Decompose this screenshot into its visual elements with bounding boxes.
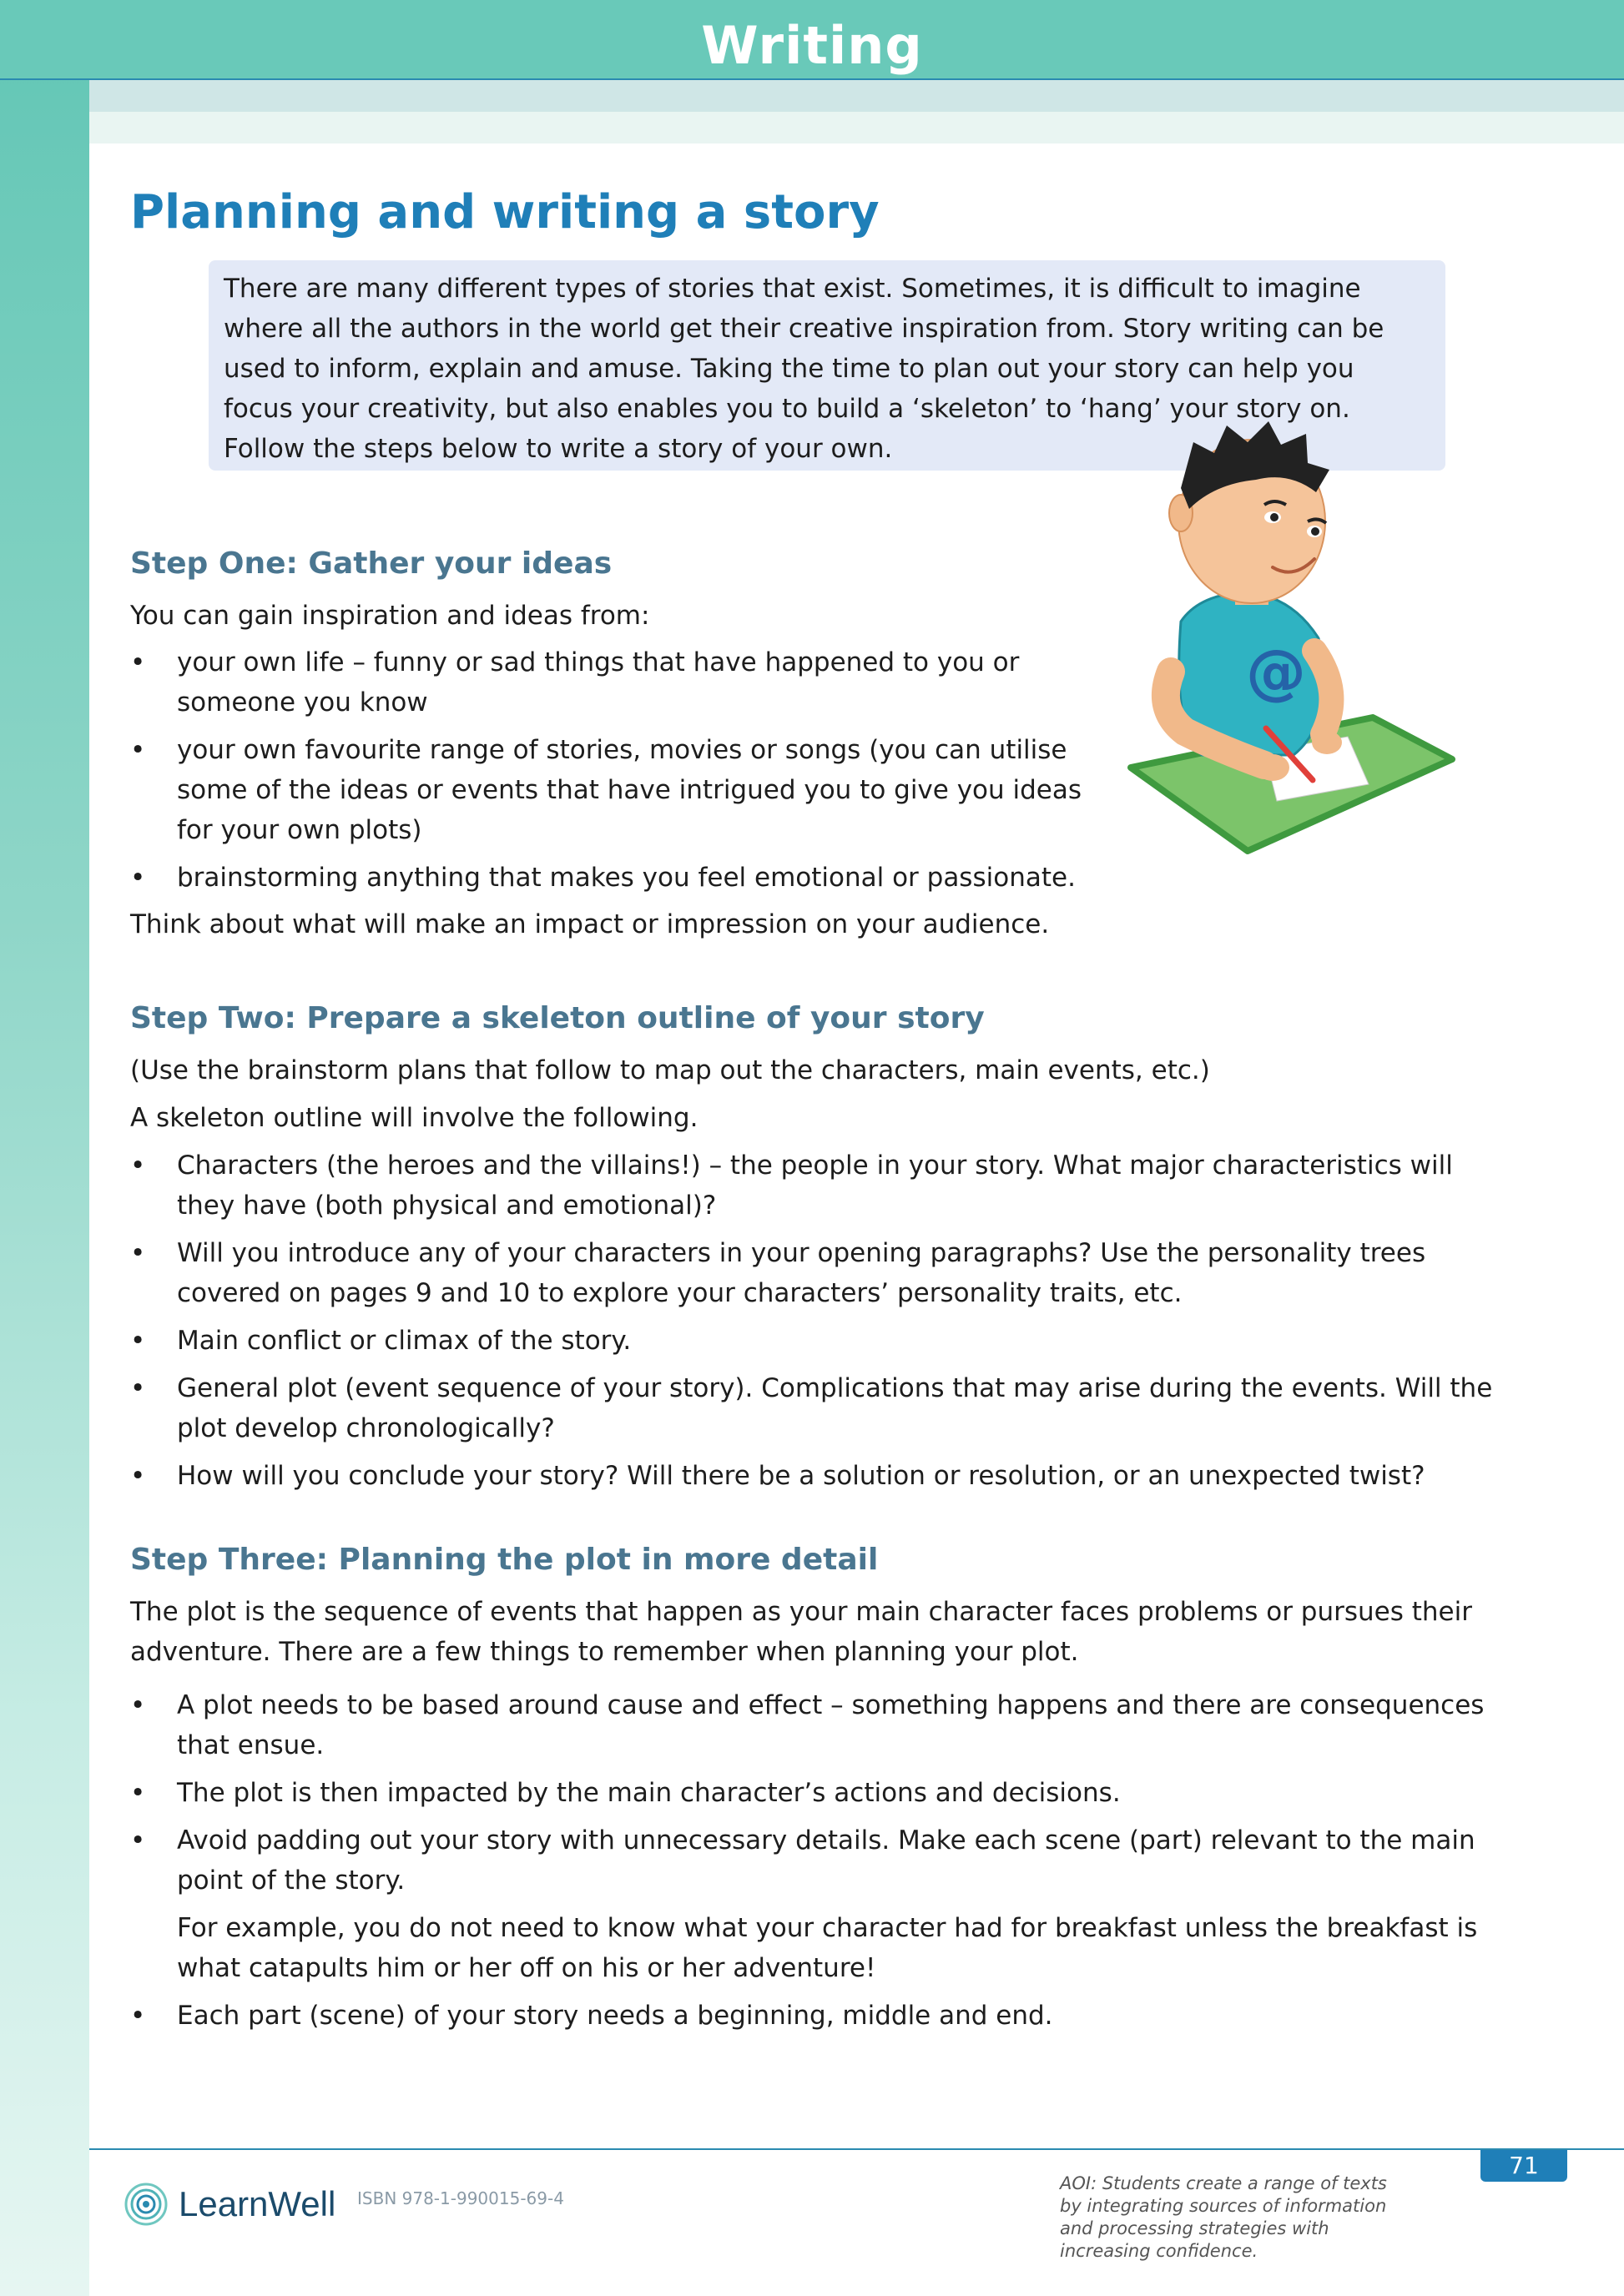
footer-divider	[89, 2148, 1624, 2150]
list-item: • A plot needs to be based around cause and effect – something happens and there are consequences that ensue.	[130, 1685, 1516, 1765]
list-item: • General plot (event sequence of your story). Complications that may arise during the events. Will the plot develop chronologically?	[130, 1368, 1516, 1448]
step-three-lead: The plot is the sequence of events that happen as your main character faces problems or pursues their adventure. There are a few things to remember when planning your plot.	[130, 1597, 1472, 1667]
list-item: • Main conflict or climax of the story.	[130, 1321, 1516, 1361]
header-band-light	[89, 112, 1624, 144]
step-two-lead: A skeleton outline will involve the following.	[130, 1103, 699, 1133]
list-item: • brainstorming anything that makes you feel emotional or passionate.	[130, 858, 1107, 898]
header-title: Writing	[701, 15, 923, 76]
list-item: • The plot is then impacted by the main character’s actions and decisions.	[130, 1773, 1516, 1813]
step-one-heading: Step One: Gather your ideas	[130, 546, 613, 581]
isbn: ISBN 978-1-990015-69-4	[357, 2188, 564, 2208]
list-item: • your own favourite range of stories, movies or songs (you can utilise some of the ideas or events that have intrigued you to give you ideas for your own plots)	[130, 730, 1107, 850]
boy-writing-illustration	[1122, 421, 1456, 855]
header-band	[89, 80, 1624, 112]
page-title: Planning and writing a story	[130, 185, 880, 239]
list-item: • How will you conclude your story? Will there be a solution or resolution, or an unexpected twist?	[130, 1456, 1516, 1496]
step-three-heading: Step Three: Planning the plot in more detail	[130, 1543, 879, 1577]
step-one-closing: Think about what will make an impact or impression on your audience.	[130, 909, 1050, 939]
step-one-lead: You can gain inspiration and ideas from:	[130, 601, 650, 631]
step-one-section	[130, 544, 1107, 944]
left-decorative-strip	[0, 0, 89, 2296]
step-one-list	[130, 642, 1107, 898]
step-two-section	[130, 999, 1516, 1496]
intro-text: There are many different types of stories that exist. Sometimes, it is difficult to imagine where all the authors in the world get their creative inspiration from. Story writing can be used to inform, explain and amuse. Taking the time to plan out your story can help you focus your creativity, but also enables you to build a ‘skeleton’ to ‘hang’ your story on. Follow the steps below to write a story of your own.	[224, 274, 1384, 464]
list-item: • Each part (scene) of your story needs a beginning, middle and end.	[130, 1996, 1516, 2036]
step-two-list	[130, 1145, 1516, 1496]
step-three-section	[130, 1540, 1516, 2036]
step-three-final-list	[130, 1996, 1516, 2036]
list-item: • Avoid padding out your story with unnecessary details. Make each scene (part) relevant to the main point of the story.	[130, 1820, 1516, 1901]
step-three-list	[130, 1685, 1516, 1901]
aoi-statement: AOI: Students create a range of texts by integrating sources of information and processing strategies with increasing confidence.	[1060, 2173, 1387, 2261]
page-number: 71	[1480, 2150, 1567, 2182]
page-header	[0, 0, 1624, 80]
swirl-icon	[124, 2182, 169, 2227]
list-item: • Characters (the heroes and the villains!) – the people in your story. What major characteristics will they have (both physical and emotional)?	[130, 1145, 1516, 1226]
list-item: • Will you introduce any of your characters in your opening paragraphs? Use the personality trees covered on pages 9 and 10 to explore your characters’ personality traits, etc.	[130, 1233, 1516, 1313]
step-two-note: (Use the brainstorm plans that follow to map out the characters, main events, etc.)	[130, 1055, 1210, 1085]
step-two-heading: Step Two: Prepare a skeleton outline of your story	[130, 1001, 985, 1035]
logo-text: LearnWell	[179, 2184, 336, 2223]
publisher-logo	[124, 2179, 335, 2229]
shirt-symbol: @	[1246, 637, 1306, 707]
step-three-example: For example, you do not need to know what your character had for breakfast unless the breakfast is what catapults him or her off on his or her adventure!	[177, 1913, 1478, 1983]
list-item: • your own life – funny or sad things that have happened to you or someone you know	[130, 642, 1107, 723]
